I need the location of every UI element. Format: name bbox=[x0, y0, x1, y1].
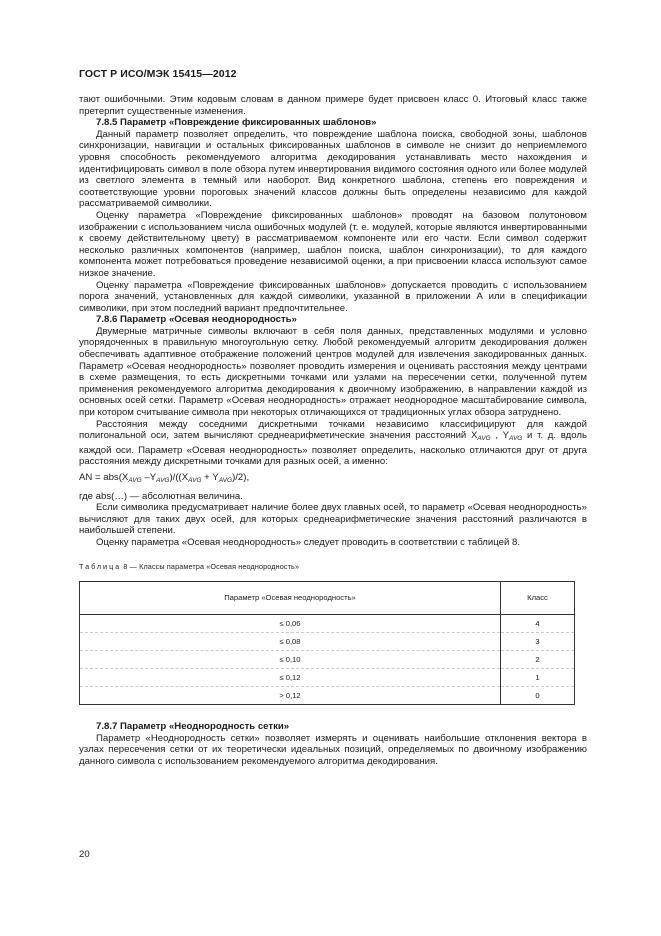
formula bbox=[79, 472, 587, 487]
formula-part: AN = abs(X bbox=[79, 472, 129, 483]
paragraph-text: Расстояния между соседними дискретными точками независимо классифицируют для каждой полигональной оси, затем вычисляют среднеарифметические значения расстояний X bbox=[79, 418, 587, 442]
paragraph: где abs(…) — абсолютная величина. bbox=[79, 490, 243, 502]
table-cell-param: > 0,12 bbox=[80, 687, 501, 705]
table-row bbox=[80, 615, 575, 633]
paragraph-continuation: тают ошибочными. Этим кодовым словам в данном примере будет присвоен класс 0. Итоговый класс также претерпит существенные изменения. bbox=[79, 94, 587, 117]
table-caption bbox=[79, 561, 587, 573]
paragraph: Данный параметр позволяет определить, что повреждение шаблона поиска, свободной зоны, шаблонов синхронизации, навигации и остальных фиксированных шаблонов в символе не снизит до неприемлемого уровня способность рекомендуемого алгоритма декодирования устанавливать место нахождения и идентифицировать символ в поле обзора путем инвертирования видимого состояния одного или более модулей из светлого элемента в темный или наоборот. Вид конкретного шаблона, степень его повреждения и соответствующие уровни пороговых значений классов должны быть определены независимо для каждой рассматриваемой символики. bbox=[79, 128, 587, 210]
table-cell-grade: 2 bbox=[500, 651, 574, 669]
paragraph: Параметр «Неоднородность сетки» позволяет измерять и оценивать наибольшие отклонения вектора в узлах пересечения сетки от их теоретически идеальных позиций, определяемых по двоичному изображению данного символа с использованием рекомендуемого алгоритма декодирования. bbox=[79, 732, 587, 767]
section-heading-7-8-6: 7.8.6 Параметр «Осевая неоднородность» bbox=[96, 314, 297, 326]
paragraph: Оценку параметра «Осевая неоднородность» следует проводить в соответствии с таблицей 8. bbox=[96, 536, 520, 548]
table-header-param: Параметр «Осевая неоднородность» bbox=[80, 582, 501, 615]
paragraph: Оценку параметра «Повреждение фиксированных шаблонов» проводят на базовом полутоновом изображении с использованием числа ошибочных модулей (т. е. модулей, которые являются инвертированными к своему действительному цвету) в рассматриваемом компоненте или его части. Если символ содержит несколько различных компонентов (например, шаблон поиска, шаблон синхронизации), то для каждого компонента может потребоваться проведение независимой оценки, а при присвоении класса используют самое низкое значение. bbox=[79, 209, 587, 279]
table-header-row bbox=[80, 582, 575, 615]
paragraph: Если символика предусматривает наличие более двух главных осей, то параметр «Осевая неоднородность» вычисляют для таких двух осей, для которых среднеарифметические значения расстояний различаются в наибольшей степени. bbox=[79, 502, 587, 537]
table-caption-word: Таблица bbox=[79, 561, 122, 571]
paragraph: Оценку параметра «Повреждение фиксированных шаблонов» допускается проводить с использованием порога значений, установленных для каждой символики, указанной в приложении А или в спецификации символики, при этом последний вариант предпочтительнее. bbox=[79, 279, 587, 314]
table-cell-param: ≤ 0,10 bbox=[80, 651, 501, 669]
formula-part: –Y bbox=[141, 472, 157, 483]
table-row bbox=[80, 669, 575, 687]
table-row bbox=[80, 687, 575, 705]
table-caption-text: 8 — Классы параметра «Осевая неоднородность» bbox=[121, 561, 300, 571]
table-cell-grade: 0 bbox=[500, 687, 574, 705]
section-heading-7-8-7: 7.8.7 Параметр «Неоднородность сетки» bbox=[96, 721, 290, 733]
table-cell-grade: 4 bbox=[500, 615, 574, 633]
subscript: AVG bbox=[509, 435, 523, 443]
document-body bbox=[79, 94, 587, 768]
paragraph-text: и т. д. вдоль каждой оси. Параметр «Осевая неоднородность» позволяет определить, насколько отличаются друг от друга расстояния между дискретными точками для разных осей, а именно: bbox=[79, 430, 587, 468]
formula-subscript: AVG bbox=[156, 477, 170, 484]
grade-table bbox=[79, 581, 575, 705]
formula-part: )/((X bbox=[169, 472, 189, 483]
table-cell-grade: 3 bbox=[500, 633, 574, 651]
formula-subscript: AVG bbox=[218, 477, 233, 484]
table-row bbox=[80, 633, 575, 651]
table-cell-grade: 1 bbox=[500, 669, 574, 687]
formula-subscript: AVG bbox=[188, 477, 202, 484]
paragraph: Двумерные матричные символы включают в себя поля данных, представленных модулями и условно упорядоченных в правильную многоугольную сетку. Любой рекомендуемый алгоритм декодирования должен обеспечивать адаптивное отображение положений центров модулей для извлечения закодированных данных. Параметр «Осевая неоднородность» позволяет проводить измерения и оценивать расстояния между центрами в схеме размещения, то есть дискретными точками или узлами на пересечении сетки, полученной путем применения рекомендуемого алгоритма декодирования к двоичному изображению, в направлении каждой из основных осей сетки. Параметр «Осевая неоднородность» отражает неоднородное масштабирование символа, при котором считывание символа при некоторых отличающихся от традиционных углах обзора затруднено. bbox=[79, 325, 587, 419]
table-cell-param: ≤ 0,06 bbox=[80, 615, 501, 633]
document-header: ГОСТ Р ИСО/МЭК 15415—2012 bbox=[79, 68, 237, 80]
formula-part: + Y bbox=[201, 472, 219, 483]
table-cell-param: ≤ 0,08 bbox=[80, 633, 501, 651]
table-header-grade: Класс bbox=[500, 582, 574, 615]
section-heading-7-8-5: 7.8.5 Параметр «Повреждение фиксированных шаблонов» bbox=[96, 117, 377, 129]
table-cell-param: ≤ 0,12 bbox=[80, 669, 501, 687]
formula-part: )/2), bbox=[232, 472, 250, 483]
subscript: AVG bbox=[477, 435, 491, 443]
paragraph-text: , Y bbox=[490, 430, 509, 442]
table-row bbox=[80, 651, 575, 669]
formula-subscript: AVG bbox=[128, 477, 142, 484]
paragraph bbox=[79, 419, 587, 468]
page-number: 20 bbox=[79, 849, 90, 860]
spacer bbox=[79, 705, 587, 721]
